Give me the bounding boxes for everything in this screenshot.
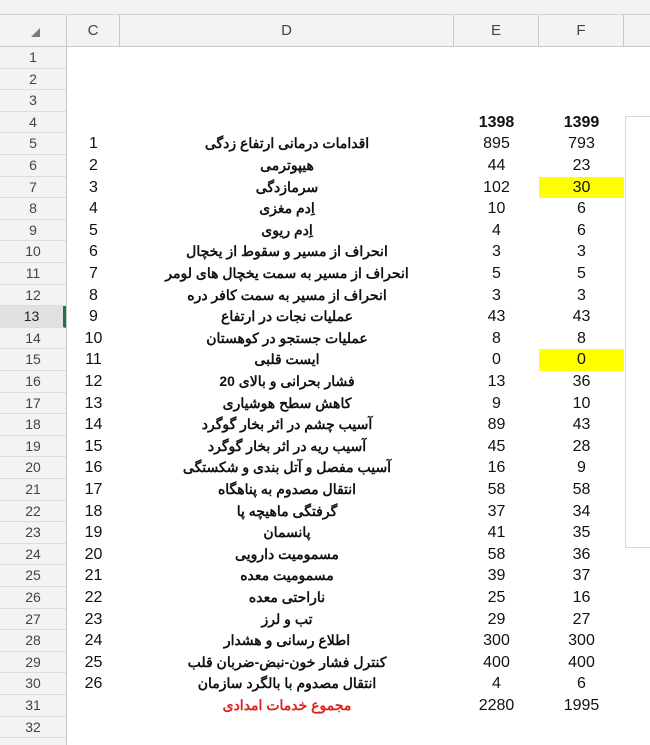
value-1398[interactable]: 0 bbox=[492, 351, 501, 369]
item-number[interactable]: 25 bbox=[84, 653, 103, 671]
value-1398[interactable]: 16 bbox=[487, 459, 506, 477]
item-description[interactable]: انتقال مصدوم با بالگرد سازمان bbox=[197, 675, 377, 692]
item-description[interactable]: آسیب ریه در اثر بخار گوگرد bbox=[207, 437, 367, 454]
row-header-10[interactable]: 10 bbox=[0, 241, 66, 263]
value-1398[interactable]: 37 bbox=[487, 502, 506, 520]
formula-bar-edge bbox=[0, 0, 650, 15]
row-header-13[interactable]: 13 bbox=[0, 306, 66, 328]
value-1398[interactable]: 10 bbox=[487, 200, 506, 218]
row-header-12[interactable]: 12 bbox=[0, 285, 66, 307]
row-header-8[interactable]: 8 bbox=[0, 198, 66, 220]
column-header-e[interactable]: E bbox=[454, 15, 539, 46]
row-header-15[interactable]: 15 bbox=[0, 349, 66, 371]
value-1398[interactable]: 300 bbox=[483, 632, 510, 650]
row-header-23[interactable]: 23 bbox=[0, 522, 66, 544]
item-description[interactable]: ناراحتی معده bbox=[248, 589, 326, 605]
item-description[interactable]: اِدم مغزی bbox=[259, 200, 315, 217]
item-description[interactable]: سرمازدگی bbox=[255, 178, 319, 195]
value-1399[interactable]: 37 bbox=[572, 567, 591, 585]
value-1399[interactable]: 43 bbox=[572, 308, 591, 326]
item-description[interactable]: انحراف از مسیر به سمت کافر دره bbox=[187, 286, 387, 303]
column-header-f[interactable]: F bbox=[539, 15, 624, 46]
value-1399[interactable]: 5 bbox=[577, 265, 586, 282]
item-description[interactable]: گرفتگی ماهیچه پا bbox=[236, 502, 338, 519]
row-header-4[interactable]: 4 bbox=[0, 112, 66, 134]
value-1399[interactable]: 58 bbox=[572, 481, 591, 498]
row-header-16[interactable]: 16 bbox=[0, 371, 66, 393]
item-number[interactable]: 22 bbox=[84, 589, 103, 606]
item-number[interactable]: 16 bbox=[84, 459, 103, 477]
item-description[interactable]: اقدامات درمانی ارتفاع زدگی bbox=[204, 135, 370, 152]
value-1399[interactable]: 28 bbox=[572, 437, 591, 455]
value-1399[interactable]: 23 bbox=[572, 157, 591, 174]
row-header-14[interactable]: 14 bbox=[0, 328, 66, 350]
value-1398[interactable]: 4 bbox=[492, 675, 501, 693]
item-number[interactable]: 20 bbox=[84, 545, 103, 563]
item-description[interactable]: ایست قلبی bbox=[254, 351, 320, 368]
item-number[interactable]: 3 bbox=[89, 178, 98, 196]
row-header-6[interactable]: 6 bbox=[0, 155, 66, 177]
value-1398[interactable]: 43 bbox=[487, 308, 506, 326]
item-description[interactable]: انحراف از مسیر و سقوط از یخچال bbox=[186, 243, 388, 260]
item-number[interactable]: 26 bbox=[84, 675, 103, 693]
value-1399[interactable]: 16 bbox=[572, 589, 591, 606]
year-header-f[interactable]: 1399 bbox=[563, 113, 600, 131]
row-header-17[interactable]: 17 bbox=[0, 393, 66, 415]
row-header-31[interactable]: 31 bbox=[0, 695, 66, 717]
item-description[interactable]: کاهش سطح هوشیاری bbox=[222, 394, 352, 411]
value-1398[interactable]: 4 bbox=[492, 221, 501, 239]
item-description[interactable]: عملیات جستجو در کوهستان bbox=[206, 329, 368, 346]
value-1399[interactable]: 793 bbox=[568, 135, 595, 153]
row-header-32[interactable]: 32 bbox=[0, 717, 66, 739]
total-1398[interactable]: 2280 bbox=[478, 697, 515, 714]
value-1398[interactable]: 400 bbox=[483, 653, 510, 671]
value-1399[interactable]: 6 bbox=[577, 221, 586, 239]
value-1399[interactable]: 6 bbox=[577, 200, 586, 218]
value-1399[interactable]: 35 bbox=[572, 524, 591, 542]
value-1399[interactable]: 27 bbox=[572, 610, 591, 628]
value-1398[interactable]: 58 bbox=[487, 545, 506, 563]
value-1398[interactable]: 3 bbox=[492, 243, 501, 261]
select-all-corner[interactable] bbox=[0, 15, 67, 46]
value-1398[interactable]: 5 bbox=[492, 265, 501, 282]
row-header-22[interactable]: 22 bbox=[0, 501, 66, 523]
item-description[interactable]: اطلاع رسانی و هشدار bbox=[223, 632, 351, 649]
value-1399[interactable]: 3 bbox=[577, 286, 586, 304]
item-description[interactable]: انتقال مصدوم به پناهگاه bbox=[217, 481, 357, 497]
item-number[interactable]: 24 bbox=[84, 632, 103, 650]
total-label[interactable]: مجموع خدمات امدادی bbox=[222, 697, 352, 713]
value-1398[interactable]: 44 bbox=[487, 157, 506, 174]
item-number[interactable]: 19 bbox=[84, 524, 103, 542]
item-number[interactable]: 15 bbox=[84, 437, 103, 455]
item-description[interactable]: فشار بحرانی و بالای 20 bbox=[219, 373, 355, 389]
item-number[interactable]: 10 bbox=[84, 329, 103, 347]
item-number[interactable]: 12 bbox=[84, 373, 103, 390]
item-description[interactable]: مسمومیت دارویی bbox=[235, 545, 339, 562]
item-description[interactable]: هیپوترمی bbox=[260, 157, 314, 173]
item-description[interactable]: آسیب مفصل و آتل بندی و شکستگی bbox=[182, 459, 392, 476]
value-1398[interactable]: 13 bbox=[487, 373, 506, 390]
value-1399[interactable]: 400 bbox=[568, 653, 595, 671]
value-1398[interactable]: 29 bbox=[487, 610, 506, 628]
value-1399[interactable]: 30 bbox=[539, 177, 624, 199]
item-number[interactable]: 17 bbox=[84, 481, 103, 498]
row-header-18[interactable]: 18 bbox=[0, 414, 66, 436]
item-number[interactable]: 13 bbox=[84, 394, 103, 412]
item-number[interactable]: 7 bbox=[89, 265, 98, 282]
value-1398[interactable]: 9 bbox=[492, 394, 501, 412]
item-description[interactable]: پانسمان bbox=[263, 524, 311, 541]
value-1399[interactable]: 8 bbox=[577, 329, 586, 347]
value-1398[interactable]: 58 bbox=[487, 481, 506, 498]
value-1398[interactable]: 8 bbox=[492, 329, 501, 347]
item-description[interactable]: مسمومیت معده bbox=[240, 567, 334, 584]
row-header-5[interactable]: 5 bbox=[0, 133, 66, 155]
item-number[interactable]: 1 bbox=[89, 135, 98, 153]
item-number[interactable]: 2 bbox=[89, 157, 98, 174]
row-header-20[interactable]: 20 bbox=[0, 457, 66, 479]
row-header-19[interactable]: 19 bbox=[0, 436, 66, 458]
item-number[interactable]: 4 bbox=[89, 200, 98, 218]
item-number[interactable]: 21 bbox=[84, 567, 103, 585]
value-1399[interactable]: 36 bbox=[572, 373, 591, 390]
value-1399[interactable]: 3 bbox=[577, 243, 586, 261]
select-all-triangle-icon bbox=[31, 28, 40, 37]
value-1399[interactable]: 36 bbox=[572, 545, 591, 563]
row-header-2[interactable]: 2 bbox=[0, 69, 66, 91]
column-header-c[interactable]: C bbox=[67, 15, 120, 46]
row-header-27[interactable]: 27 bbox=[0, 609, 66, 631]
row-header-9[interactable]: 9 bbox=[0, 220, 66, 242]
row-header-29[interactable]: 29 bbox=[0, 652, 66, 674]
value-1398[interactable]: 89 bbox=[487, 416, 506, 434]
item-number[interactable]: 5 bbox=[89, 221, 98, 239]
row-header-26[interactable]: 26 bbox=[0, 587, 66, 609]
row-header-column bbox=[0, 47, 67, 745]
value-1399[interactable]: 34 bbox=[572, 502, 591, 520]
value-1399[interactable]: 9 bbox=[577, 459, 586, 477]
row-header-28[interactable]: 28 bbox=[0, 630, 66, 652]
side-panel-edge bbox=[625, 116, 650, 548]
row-header-21[interactable]: 21 bbox=[0, 479, 66, 501]
value-1398[interactable]: 39 bbox=[487, 567, 506, 585]
row-header-25[interactable]: 25 bbox=[0, 565, 66, 587]
item-number[interactable]: 11 bbox=[85, 351, 102, 369]
item-number[interactable]: 18 bbox=[84, 502, 103, 520]
row-header-7[interactable]: 7 bbox=[0, 177, 66, 199]
item-description[interactable]: انحراف از مسیر به سمت یخچال های لومر bbox=[165, 265, 409, 281]
item-number[interactable]: 14 bbox=[84, 416, 103, 434]
value-1398[interactable]: 25 bbox=[487, 589, 506, 606]
value-1398[interactable]: 41 bbox=[487, 524, 506, 542]
total-1399[interactable]: 1995 bbox=[563, 697, 600, 714]
item-description[interactable]: کنترل فشار خون-نبض-ضربان قلب bbox=[187, 653, 387, 670]
item-description[interactable]: عملیات نجات در ارتفاع bbox=[220, 308, 354, 325]
value-1398[interactable]: 3 bbox=[492, 286, 501, 304]
value-1399[interactable]: 6 bbox=[577, 675, 586, 693]
item-number[interactable]: 23 bbox=[84, 610, 103, 628]
row-header-1[interactable]: 1 bbox=[0, 47, 66, 69]
value-1399[interactable]: 10 bbox=[572, 394, 591, 412]
value-1399[interactable]: 0 bbox=[539, 349, 624, 371]
row-header-30[interactable]: 30 bbox=[0, 673, 66, 695]
value-1399[interactable]: 300 bbox=[568, 632, 595, 650]
item-number[interactable]: 6 bbox=[89, 243, 98, 261]
value-1399[interactable]: 43 bbox=[572, 416, 591, 434]
column-header-d[interactable]: D bbox=[120, 15, 454, 46]
row-header-3[interactable]: 3 bbox=[0, 90, 66, 112]
value-1398[interactable]: 45 bbox=[487, 437, 506, 455]
row-header-24[interactable]: 24 bbox=[0, 544, 66, 566]
item-description[interactable]: اِدم ریوی bbox=[261, 221, 313, 238]
value-1398[interactable]: 102 bbox=[483, 178, 510, 196]
item-number[interactable]: 9 bbox=[89, 308, 98, 326]
value-1398[interactable]: 895 bbox=[483, 135, 510, 153]
row-header-11[interactable]: 11 bbox=[0, 263, 66, 285]
item-number[interactable]: 8 bbox=[89, 286, 98, 304]
year-header-e[interactable]: 1398 bbox=[478, 113, 515, 131]
item-description[interactable]: تب و لرز bbox=[261, 610, 313, 627]
column-header-bar bbox=[0, 15, 650, 47]
item-description[interactable]: آسیب چشم در اثر بخار گوگرد bbox=[201, 416, 373, 433]
